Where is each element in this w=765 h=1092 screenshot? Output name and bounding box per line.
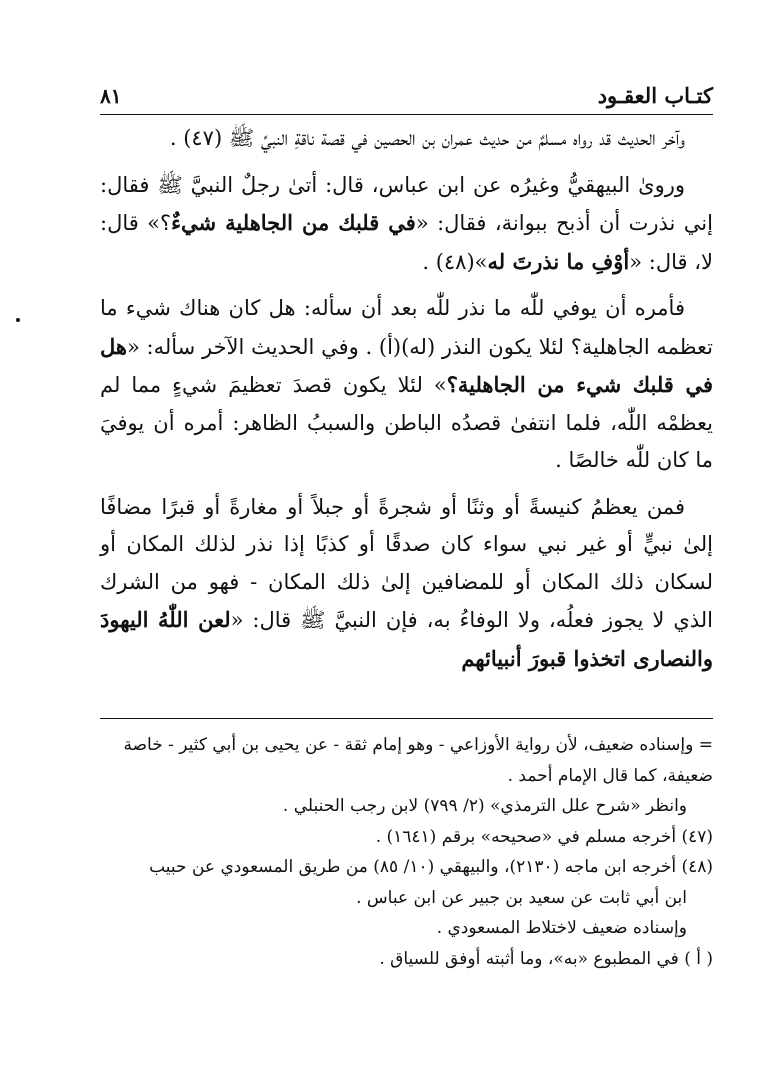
page-header bbox=[100, 78, 713, 115]
text-segment: وروىٰ البيهقيُّ وغيرُه عن ابن عباس، قال: أتىٰ رجلٌ النبيَّ ﷺ فقال: إني نذرت أن أذبح ببوانة، فقال: « bbox=[100, 172, 713, 235]
text-segment: » لئلا يكون قصدَ تعظيمَ شيءٍ مما لم يعظمْه اللّٰه، فلما انتفىٰ قصدُه الباطن والسببُ الظاهر: أمره أن يوفيَ ما كان للّٰه خالصًا . bbox=[100, 373, 713, 472]
paragraph bbox=[100, 489, 713, 679]
text-segment: وآخر الحديث قد رواه مسلمٌ من حديث عمران بن الحصين في قصة ناقةِ النبيِّ ﷺ (٤٧) . bbox=[169, 126, 685, 150]
paragraph bbox=[100, 120, 713, 158]
main-text bbox=[100, 120, 713, 687]
footnote: = وإسناده ضعيف، لأن رواية الأوزاعي - وهو إمام ثقة - عن يحيى بن أبي كثير - خاصة ضعيفة، كما قال الإمام أحمد . bbox=[123, 735, 713, 786]
text-segment: »(٤٨) . bbox=[422, 249, 488, 274]
paragraph bbox=[100, 167, 713, 282]
bold-quote: لعن اللّٰهُ اليهودَ والنصارى اتخذوا قبورَ أنبيائهم bbox=[100, 607, 713, 671]
footnote: وإسناده ضعيف لاختلاط المسعودي . bbox=[436, 918, 687, 938]
text-segment: فمن يعظمُ كنيسةً أو وثنًا أو شجرةً أو جبلاً أو مغارةً أو قبرًا مضافًا إلىٰ نبيٍّ أو غير نبي سواء كان صدقًا أو كذبًا إذا نذر لذلك المكان أو لسكان ذلك المكان أو للمضافين إلىٰ ذلك المكان - فهو من الشرك الذي لا يجوز فعلُه، ولا الوفاءُ به، فإن النبيَّ ﷺ قال: « bbox=[100, 494, 714, 632]
text-segment: ؟» قال: لا، قال: « bbox=[100, 211, 713, 274]
margin-mark bbox=[16, 318, 20, 322]
bold-quote: هل في قلبك شيء من الجاهلية؟ bbox=[100, 333, 713, 397]
text-segment: فأمره أن يوفي للّٰه ما نذر للّٰه بعد أن سأله: هل كان هناك شيء ما تعظمه الجاهلية؟ لئلا يكون النذر (له)(أ) . وفي الحديث الآخر سأله: « bbox=[100, 296, 713, 359]
book-title: كتـاب العقـود bbox=[597, 83, 713, 108]
footnotes bbox=[100, 730, 713, 974]
footnote: (٤٧) أخرجه مسلم في «صحيحه» برقم (١٦٤١) . bbox=[375, 826, 713, 847]
footnote: ( أ ) في المطبوع «به»، وما أثبته أوفق للسياق . bbox=[379, 948, 713, 969]
paragraph bbox=[100, 290, 713, 480]
footnote-separator bbox=[100, 718, 713, 719]
footnote: (٤٨) أخرجه ابن ماجه (٢١٣٠)، والبيهقي (١٠/ ٨٥) من طريق المسعودي عن حبيب bbox=[149, 857, 713, 877]
bold-quote: أوْفِ ما نذرتَ له bbox=[487, 248, 630, 274]
footnote: وانظر «شرح علل الترمذي» (٢/ ٧٩٩) لابن رجب الحنبلي . bbox=[282, 796, 687, 816]
bold-quote: في قلبك من الجاهلية شيءٌ bbox=[171, 210, 416, 235]
page-number: ٨١ bbox=[100, 84, 122, 108]
footnote: ابن أبي ثابت عن سعيد بن جبير عن ابن عباس . bbox=[356, 887, 687, 908]
